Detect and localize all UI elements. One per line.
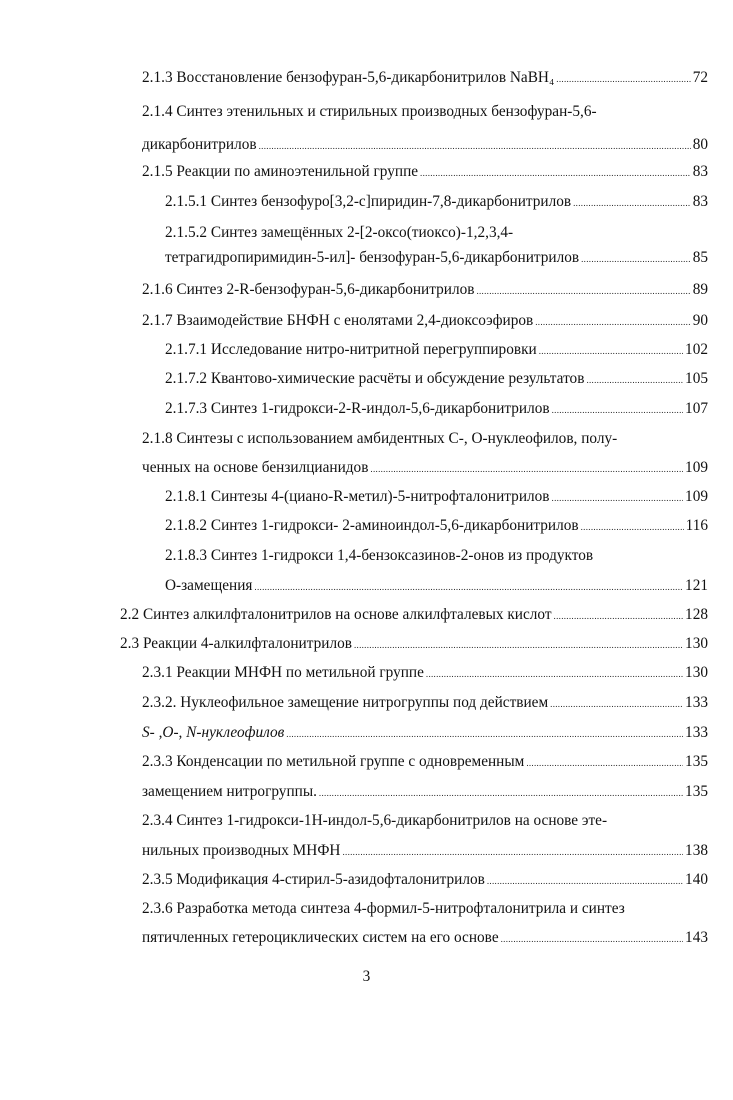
toc-entry-title: 2.3.5 Модификация 4-стирил-5-азидофталонитрилов <box>142 871 485 888</box>
toc-entry[interactable] <box>142 309 708 333</box>
toc-leader-dots <box>554 604 684 628</box>
toc-entry-page: 83 <box>692 163 708 180</box>
toc-entry[interactable] <box>165 190 708 214</box>
toc-entry[interactable] <box>165 397 708 421</box>
toc-leader-dots <box>487 869 683 893</box>
toc-entry-title: 2.1.7.2 Квантово-химические расчёты и обсуждение результатов <box>165 370 585 387</box>
toc-entry-title: тетрагидропиримидин-5-ил]- бензофуран-5,6-дикарбонитрилов <box>165 249 580 266</box>
toc-entry[interactable] <box>165 485 708 509</box>
toc-entry-title: 2.3 Реакции 4-алкилфталонитрилов <box>120 635 352 652</box>
toc-entry-page: 130 <box>685 635 708 652</box>
toc-entry-title: 2.1.4 Синтез этенильных и стирильных производных бензофуран-5,6- <box>142 103 597 120</box>
toc-entry[interactable] <box>142 691 708 715</box>
toc-entry-continuation[interactable] <box>142 780 708 804</box>
toc-entry[interactable] <box>142 100 708 124</box>
toc-entry[interactable] <box>142 868 708 892</box>
toc-leader-dots <box>535 310 690 334</box>
toc-leader-dots <box>586 368 683 392</box>
toc-entry-title: 2.1.7.1 Исследование нитро-нитритной перегруппировки <box>165 341 537 358</box>
toc-entry-page: 90 <box>692 312 708 329</box>
toc-entry-title: 2.1.5.2 Синтез замещённых 2-[2-оксо(тиоксо)-1,2,3,4- <box>165 224 514 241</box>
toc-entry[interactable] <box>165 544 708 568</box>
toc-leader-dots <box>573 191 691 215</box>
toc-entry-page: 133 <box>685 724 708 741</box>
toc-leader-dots <box>420 161 691 185</box>
toc-entry-continuation[interactable] <box>142 133 708 157</box>
toc-entry[interactable] <box>142 750 708 774</box>
toc-entry-continuation[interactable] <box>142 839 708 863</box>
toc-entry-page: 116 <box>685 517 708 534</box>
toc-entry-page: 130 <box>685 664 708 681</box>
toc-entry-title: 2.3.4 Синтез 1-гидрокси-1Н-индол-5,6-дикарбонитрилов на основе эте- <box>142 812 608 829</box>
toc-leader-dots <box>286 722 683 746</box>
toc-entry[interactable] <box>142 66 708 90</box>
toc-entry[interactable] <box>142 427 708 451</box>
toc-leader-dots <box>556 67 690 91</box>
toc-entry-title: замещением нитрогруппы. <box>142 783 317 800</box>
toc-leader-dots <box>539 339 683 363</box>
toc-entry[interactable] <box>165 367 708 391</box>
toc-entry-title: 2.3.2. Нуклеофильное замещение нитрогруппы под действием <box>142 694 549 711</box>
toc-entry[interactable] <box>142 278 708 302</box>
toc-leader-dots <box>552 398 683 422</box>
toc-entry-page: 143 <box>685 929 708 946</box>
toc-entry-page: 138 <box>685 842 708 859</box>
toc-entry-title: дикарбонитрилов <box>142 136 257 153</box>
toc-entry-title: 2.3.1 Реакции МНФН по метильной группе <box>142 664 424 681</box>
toc-entry-title: 2.1.8.3 Синтез 1-гидрокси 1,4-бензоксазинов-2-онов из продуктов <box>165 547 594 564</box>
toc-leader-dots <box>501 927 683 951</box>
toc-leader-dots <box>354 633 683 657</box>
toc-entry-page: 128 <box>685 606 708 623</box>
toc-entry-title: 2.1.8.1 Синтезы 4-(циано-R-метил)-5-нитрофталонитрилов <box>165 488 550 505</box>
toc-entry-page: 135 <box>685 783 708 800</box>
toc-entry-page: 105 <box>685 370 708 387</box>
toc-entry-continuation[interactable] <box>165 574 708 598</box>
toc-entry-page: 85 <box>692 249 708 266</box>
toc-leader-dots <box>581 515 684 539</box>
page-number: 3 <box>362 968 371 985</box>
toc-entry[interactable] <box>120 632 708 656</box>
toc-entry-continuation[interactable] <box>142 926 708 950</box>
toc-entry-page: 102 <box>685 341 708 358</box>
toc-entry[interactable] <box>165 221 708 245</box>
toc-entry-page: 83 <box>692 193 708 210</box>
toc-entry-page: 140 <box>685 871 708 888</box>
toc-entry-page: 72 <box>692 69 708 86</box>
toc-entry[interactable] <box>142 721 708 745</box>
toc-entry-page: 109 <box>685 459 708 476</box>
toc-leader-dots <box>550 692 683 716</box>
toc-leader-dots <box>254 575 683 599</box>
toc-leader-dots <box>581 247 691 271</box>
toc-entry-page: 80 <box>692 136 708 153</box>
toc-entry[interactable] <box>165 514 708 538</box>
toc-entry[interactable] <box>142 160 708 184</box>
toc-entry-title: 2.3.6 Разработка метода синтеза 4-формил-5-нитрофталонитрила и синтез <box>142 900 625 917</box>
toc-entry-page: 107 <box>685 400 708 417</box>
toc-entry-title: 2.1.6 Синтез 2-R-бензофуран-5,6-дикарбонитрилов <box>142 281 475 298</box>
toc-entry-continuation[interactable] <box>165 246 708 270</box>
toc-leader-dots <box>526 751 683 775</box>
toc-entry-page: 121 <box>685 577 708 594</box>
toc-entry-title: 2.1.5.1 Синтез бензофуро[3,2-c]пиридин-7,8-дикарбонитрилов <box>165 193 572 210</box>
toc-leader-dots <box>370 457 683 481</box>
toc-leader-dots <box>552 486 684 510</box>
toc-leader-dots <box>426 662 683 686</box>
toc-entry-page: 133 <box>685 694 708 711</box>
toc-entry-title: ченных на основе бензилцианидов <box>142 459 369 476</box>
toc-leader-dots <box>476 279 690 303</box>
toc-entry-title: S- ,O-, N-нуклеофилов <box>142 724 285 741</box>
toc-leader-dots <box>259 134 691 158</box>
toc-entry-page: 135 <box>685 753 708 770</box>
toc-entry[interactable] <box>142 809 708 833</box>
toc-entry-title: 2.1.7 Взаимодействие БНФН с енолятами 2,4-диоксоэфиров <box>142 312 534 329</box>
toc-entry-page: 89 <box>692 281 708 298</box>
toc-entry-title: 2.3.3 Конденсации по метильной группе с одновременным <box>142 753 525 770</box>
toc-entry-title: 2.1.3 Восстановление бензофуран-5,6-дикарбонитрилов NaBH₄ <box>142 69 555 86</box>
toc-entry[interactable] <box>142 661 708 685</box>
toc-entry-title: 2.1.8.2 Синтез 1-гидрокси- 2-аминоиндол-5,6-дикарбонитрилов <box>165 517 579 534</box>
toc-entry-page: 109 <box>685 488 708 505</box>
toc-entry-title: 2.2 Синтез алкилфталонитрилов на основе алкилфталевых кислот <box>120 606 552 623</box>
toc-entry-title: 2.1.7.3 Синтез 1-гидрокси-2-R-индол-5,6-дикарбонитрилов <box>165 400 550 417</box>
toc-leader-dots <box>342 840 683 864</box>
toc-entry-title: 2.1.8 Синтезы с использованием амбидентных C-, O-нуклеофилов, полу- <box>142 430 618 447</box>
toc-entry-title: O-замещения <box>165 577 253 594</box>
toc-leader-dots <box>319 781 683 805</box>
toc-entry-title: пятичленных гетероциклических систем на его основе <box>142 929 499 946</box>
toc-entry[interactable] <box>142 897 708 921</box>
toc-entry-title: 2.1.5 Реакции по аминоэтенильной группе <box>142 163 419 180</box>
toc-entry-continuation[interactable] <box>142 456 708 480</box>
toc-entry-title: нильных производных МНФН <box>142 842 341 859</box>
toc-entry[interactable] <box>120 603 708 627</box>
toc-entry[interactable] <box>165 338 708 362</box>
